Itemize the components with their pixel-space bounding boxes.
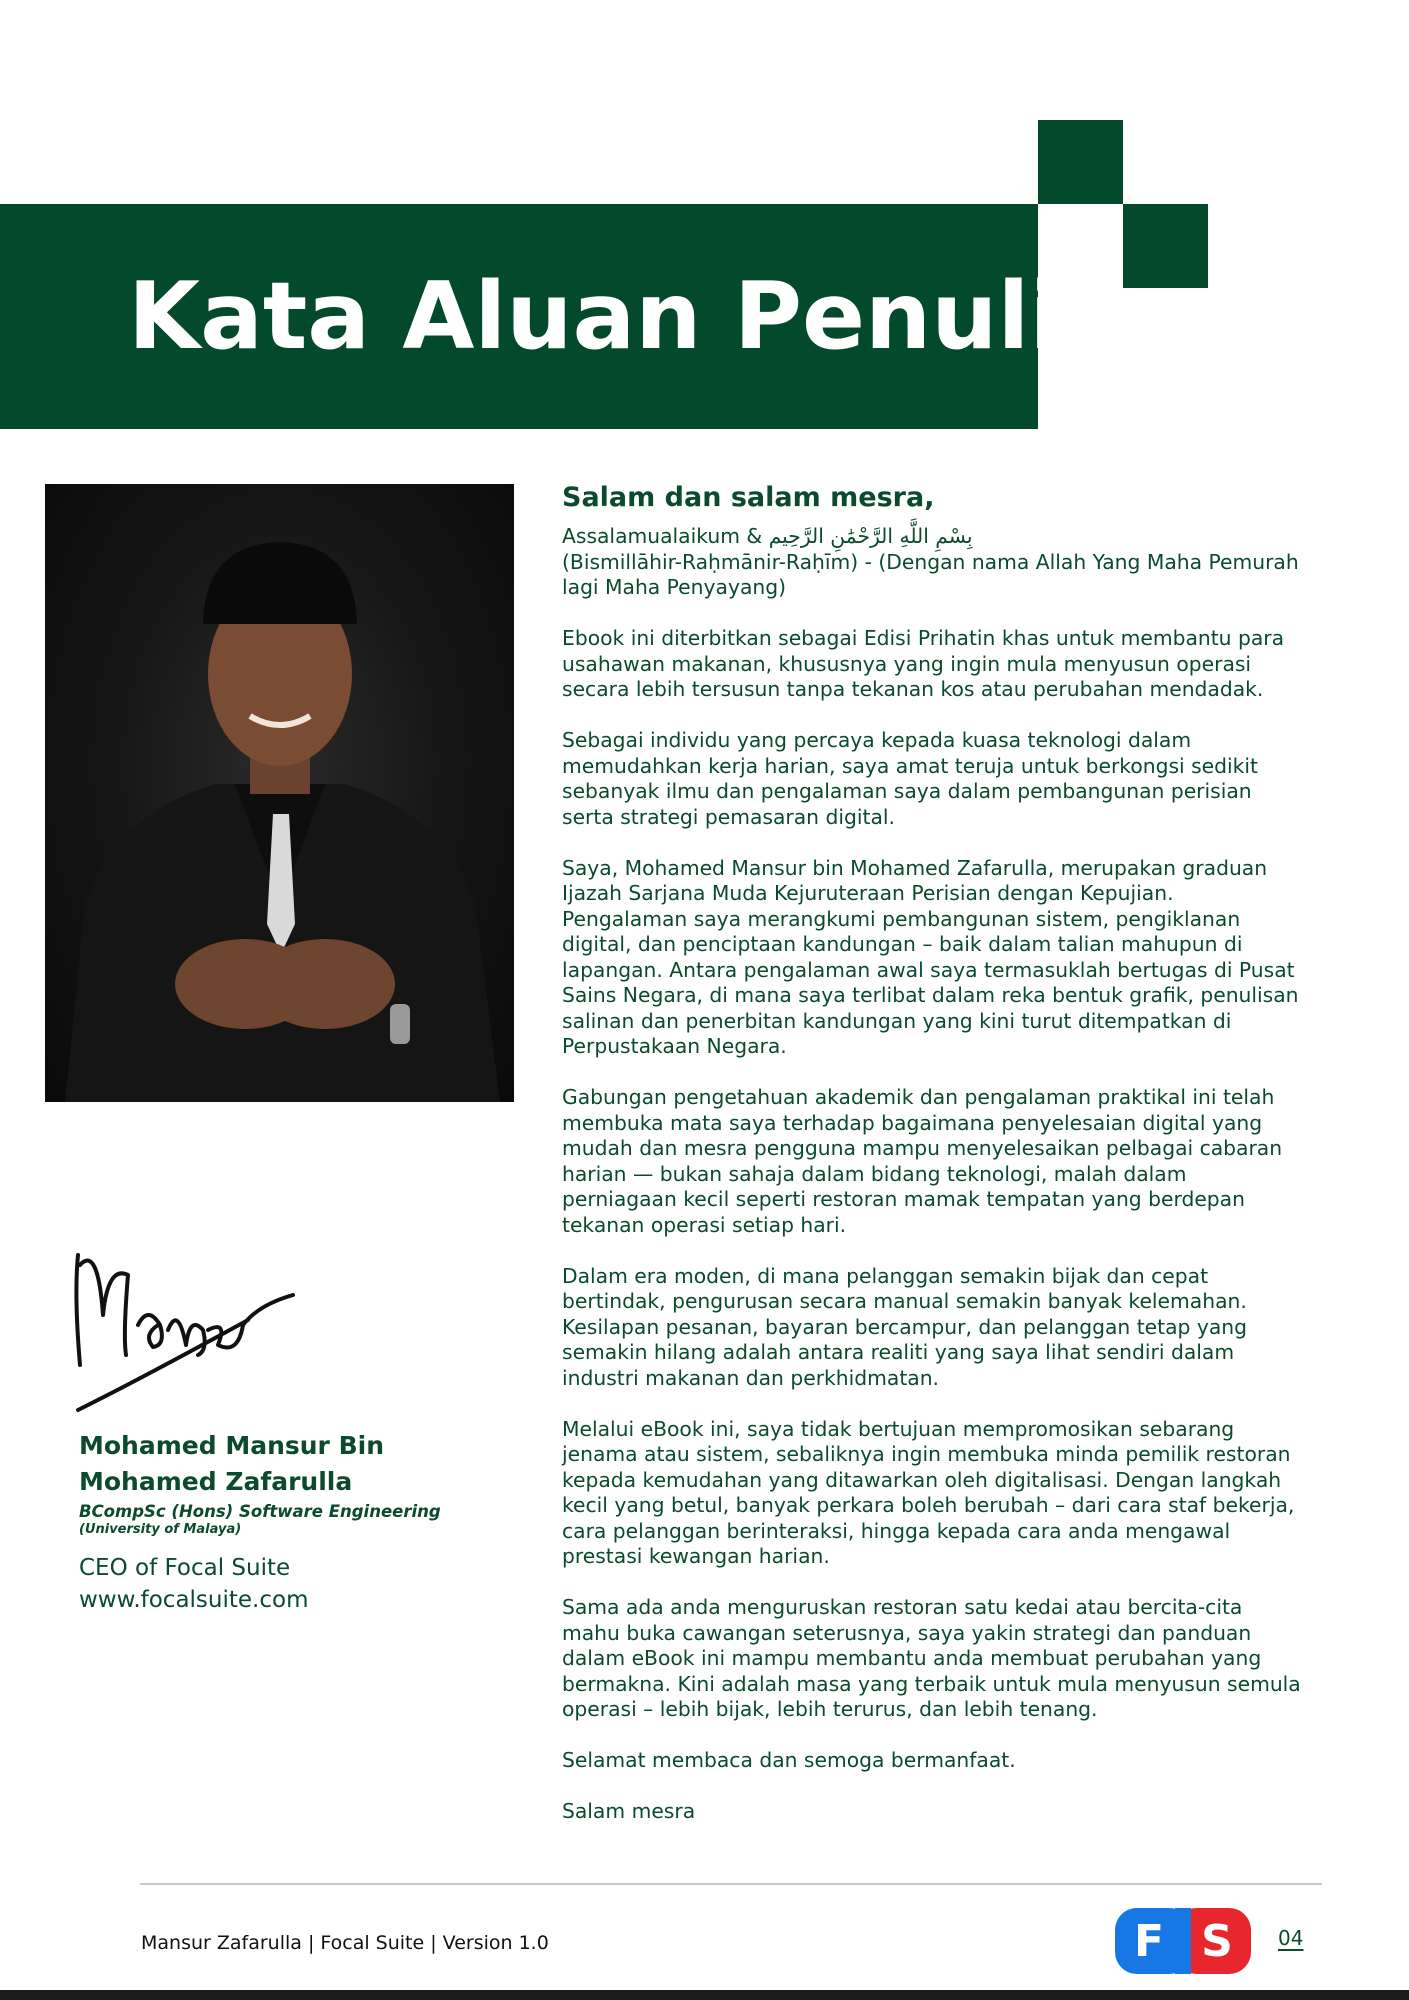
bismillah-paragraph [562,524,1302,601]
logo-letter-s: S [1201,1916,1233,1967]
letter-paragraph: Dalam era moden, di mana pelanggan semakin bijak dan cepat bertindak, pengurusan secara manual semakin banyak kelemahan. Kesilapan pesanan, bayaran bercampur, dan pelanggan tetap yang semakin hilang adalah antara realiti yang saya lihat sendiri dalam industri makanan dan perkhidmatan. [562,1263,1247,1390]
author-photo [45,484,514,1102]
author-block [79,1428,519,1616]
letter-paragraph: Sebagai individu yang percaya kepada kuasa teknologi dalam memudahkan kerja harian, saya amat teruja untuk berkongsi sedikit sebanyak ilmu dan pengalaman saya dalam pembangunan perisian serta strategi pemasaran digital. [562,728,1258,829]
author-signature [68,1235,308,1415]
letter-paragraph: Gabungan pengetahuan akademik dan pengalaman praktikal ini telah membuka mata saya terhadap bagaimana penyelesaian digital yang mudah dan mesra pengguna mampu menyelesaikan pelbagai cabaran harian — bukan sahaja dalam bidang teknologi, malah dalam perniagaan kecil seperti restoran mamak tempatan yang berdepan tekanan operasi setiap hari. [562,1085,1283,1237]
letter-greeting: Salam dan salam mesra, [562,482,935,513]
page-title: Kata Aluan Penulis [128,262,1117,370]
author-degree: BCompSc (Hons) Software Engineering [79,1502,441,1521]
bism-translation: (Bismillāhir-Raḥmānir-Raḥīm) - (Dengan nama Allah Yang Maha Pemurah lagi Maha Penyayang) [562,549,1299,599]
letter-paragraph: Sama ada anda menguruskan restoran satu kedai atau bercita-cita mahu buka cawangan seterusnya, saya yakin strategi dan panduan dalam eBook ini mampu membantu anda membuat perubahan yang bermakna. Kini adalah masa yang terbaik untuk mula menyusun semula operasi – lebih bijak, lebih terurus, dan lebih tenang. [562,1595,1301,1721]
letter-paragraph: Ebook ini diterbitkan sebagai Edisi Prihatin khas untuk membantu para usahawan makanan, khususnya yang ingin mula menyusun operasi secara lebih tersusun tanpa tekanan kos atau perubahan mendadak. [562,626,1285,701]
footer-text: Mansur Zafarulla | Focal Suite | Version 1.0 [141,1932,549,1954]
letter-paragraph: Melalui eBook ini, saya tidak bertujuan mempromosikan sebarang jenama atau sistem, sebaliknya ingin membuka minda pemilik restoran kepada kemudahan yang ditawarkan oleh digitalisasi. Dengan langkah kecil yang betul, banyak perkara boleh berubah – dari cara staf bekerja, cara pelanggan berinteraksi, hingga kepada cara anda mengawal prestasi kewangan harian. [562,1416,1295,1568]
letter-body [562,478,1302,1825]
author-university: (University of Malaya) [79,1522,242,1537]
decor-square-top [1038,120,1123,204]
decor-square-bottom [1123,204,1208,288]
bism-prefix: Assalamualaikum & [562,524,769,548]
letter-paragraph: Saya, Mohamed Mansur bin Mohamed Zafarulla, merupakan graduan Ijazah Sarjana Muda Kejuruteraan Perisian dengan Kepujian. Pengalaman saya merangkumi pembangunan sistem, pengiklanan digital, dan penciptaan kandungan – baik dalam talian mahupun di lapangan. Antara pengalaman awal saya termasuklah bertugas di Pusat Sains Negara, di mana saya terlibat dalam reka bentuk grafik, penulisan salinan dan penerbitan kandungan yang kini turut ditempatkan di Perpustakaan Negara. [562,855,1299,1058]
letter-sign-off: Salam mesra [562,1799,696,1823]
letter-paragraph: Selamat membaca dan semoga bermanfaat. [562,1748,1016,1772]
footer-divider [140,1883,1322,1885]
bism-arabic: بِسْمِ اللَّهِ الرَّحْمَٰنِ الرَّحِيم [768,524,973,548]
author-role: CEO of Focal Suite [79,1555,291,1581]
author-name: Mohamed Mansur Bin Mohamed Zafarulla [79,1431,385,1496]
page-number: 04 [1278,1926,1304,1950]
title-banner [0,204,1117,429]
logo-letter-f: F [1133,1916,1165,1967]
bottom-edge [0,1990,1409,2000]
focal-suite-logo [1113,1906,1253,1976]
author-website-link[interactable]: www.focalsuite.com [79,1587,309,1613]
